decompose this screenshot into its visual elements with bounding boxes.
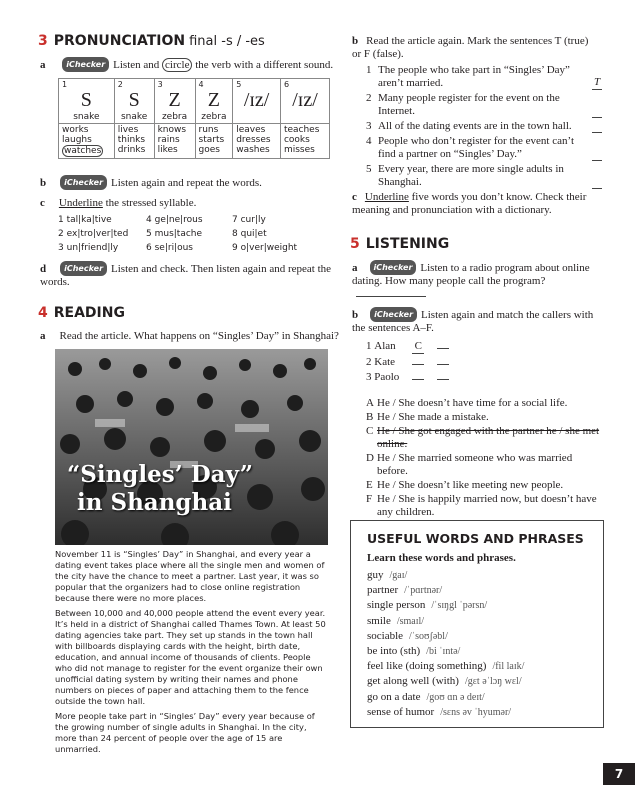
exercise-label: b: [352, 309, 359, 321]
item-number: 5: [366, 163, 372, 175]
photo-title-line: “Singles’ Day”: [67, 461, 253, 488]
vocab-phonetic: /fil laɪk/: [492, 661, 525, 673]
section-5-number: 5: [350, 236, 360, 252]
answer-field[interactable]: [437, 369, 449, 380]
vocab-word: feel like (doing something): [367, 660, 487, 673]
vocab-word: smile: [367, 614, 391, 627]
exercise-3d: [40, 261, 335, 289]
exercise-label: b: [352, 35, 359, 47]
vocab-word: go on a date: [367, 690, 421, 703]
sentence-item: [366, 479, 602, 492]
sentence-letter: A: [366, 397, 374, 409]
instruction-text: Read the article. What happens on “Singles’ Day” in Shanghai?: [59, 330, 339, 342]
answer-field[interactable]: [592, 177, 602, 189]
exercise-3c: [40, 197, 196, 210]
exercise-label: a: [40, 330, 46, 342]
tf-item: [366, 163, 602, 189]
vocab-item: [367, 659, 603, 674]
vocab-word: sociable: [367, 629, 404, 642]
underline-word: Underline: [364, 191, 409, 203]
tf-list: [366, 64, 602, 191]
vocab-phonetic: /ˈsoʊʃəbl/: [409, 630, 448, 642]
item-word: qui|et: [240, 229, 267, 239]
word-cell: [59, 124, 115, 159]
zebra-icon: zebra: [161, 112, 188, 122]
sentence-item: [366, 452, 602, 478]
item-number: 5: [146, 229, 152, 239]
vocab-word: get along well (with): [367, 675, 459, 688]
item-text: The people who take part in “Singles’ Day” aren’t married.: [378, 64, 570, 89]
useful-words-intro: Learn these words and phrases.: [367, 552, 516, 564]
section-3-subtitle: final -s / -es: [189, 34, 265, 49]
sentences-list: [366, 397, 602, 520]
item-text: Many people register for the event on the Internet.: [378, 92, 560, 117]
instruction-text: the verb with a different sound.: [192, 59, 334, 71]
photo-title-line: in Shanghai: [77, 489, 232, 516]
caller-name: Alan: [374, 340, 396, 352]
exercise-label: a: [40, 59, 46, 71]
word: knows: [157, 125, 187, 135]
sound-symbol: /ɪz/: [292, 89, 318, 111]
word: leaves: [236, 125, 266, 135]
sound-number: 5: [236, 80, 242, 89]
word: lives: [117, 125, 139, 135]
item-text: Every year, there are more single adults in Shanghai.: [378, 163, 564, 188]
item-number: 9: [232, 243, 238, 253]
tf-item: [366, 135, 602, 161]
item-number: 2: [366, 356, 372, 368]
sentence-text: He / She is happily married now, but doesn’t have any children.: [377, 493, 597, 518]
word: misses: [283, 145, 315, 155]
item-number: 6: [146, 243, 152, 253]
item-number: 7: [232, 215, 238, 225]
item-number: 1: [366, 64, 372, 76]
exercise-5a: [352, 260, 602, 301]
article-paragraph: November 11 is “Singles’ Day” in Shanghai, and every year a dating event takes place where all the single men and women of the city have the chance to meet a partner. Last year, it was so popular that the organizers had to close online registration because there were no more places.: [55, 549, 325, 603]
sound-cell: [280, 79, 329, 124]
item-number: 4: [146, 215, 152, 225]
stress-item: [58, 241, 118, 255]
answer-field[interactable]: C: [412, 339, 424, 354]
exercise-3a: [40, 57, 340, 72]
useful-words-box: [350, 520, 604, 728]
sentence-letter: F: [366, 493, 373, 505]
item-number: 3: [366, 120, 372, 132]
exercise-4b: [352, 35, 600, 61]
sentence-item: [366, 493, 602, 519]
snake-icon: snake: [120, 112, 148, 122]
sound-cell: [154, 79, 195, 124]
answer-field[interactable]: T: [593, 76, 601, 88]
instruction-text: Listen again and repeat the words.: [111, 177, 262, 189]
zebra-icon: zebra: [201, 112, 227, 122]
section-3-heading: [38, 33, 265, 49]
exercise-4c: [352, 191, 602, 217]
answer-field[interactable]: [412, 354, 424, 365]
vocab-word: sense of humor: [367, 705, 435, 718]
word-cell: [280, 124, 329, 159]
circled-word: circle: [162, 58, 192, 72]
caller-name: Paolo: [374, 371, 400, 383]
instruction-text: Listen and: [113, 59, 163, 71]
stress-item: [232, 227, 267, 241]
answer-field[interactable]: [412, 369, 424, 380]
vocab-phonetic: /ˈpɑrtnər/: [404, 585, 443, 597]
item-word: cur|ly: [240, 215, 266, 225]
section-3-title: PRONUNCIATION: [53, 33, 186, 49]
item-number: 1: [366, 340, 372, 352]
instruction-text: five words you don’t know. Check their meaning and pronunciation with a dictionary.: [352, 191, 587, 216]
exercise-5b: [352, 307, 602, 335]
stress-item: [146, 227, 202, 241]
word: likes: [157, 145, 178, 155]
sound-cell: [114, 79, 154, 124]
tf-item: [366, 92, 602, 118]
sound-symbol: Z: [207, 89, 220, 111]
vocab-item: [367, 644, 603, 659]
sound-number: 4: [198, 80, 204, 89]
instruction-text: the stressed syllable.: [102, 197, 197, 209]
sentence-text: He / She doesn’t have time for a social life.: [377, 397, 568, 409]
sound-cell: [195, 79, 233, 124]
word: laughs: [62, 135, 92, 145]
item-word: ge|ne|rous: [154, 215, 203, 225]
useful-words-list: [367, 568, 603, 720]
vocab-word: partner: [367, 584, 399, 597]
item-word: tal|ka|tive: [66, 215, 112, 225]
sentence-text: He / She married someone who was married before.: [377, 452, 573, 477]
vocab-item: [367, 705, 603, 720]
word: drinks: [117, 145, 146, 155]
instruction-text: Listen again and match the callers with the sentences A–F.: [352, 309, 594, 334]
vocab-word: single person: [367, 599, 426, 612]
sentence-text: He / She got engaged with the partner he / she met online.: [377, 425, 600, 450]
vocab-word: guy: [367, 569, 384, 581]
article-paragraph: Between 10,000 and 40,000 people attend the event every year. It’s held in a district of Shanghai called Thames Town. At least 50 dating agencies take part. They set up stands in the town hall with billboards displaying cards with the height, birth date, education, and annual income of thousands of clients. People who did not manage to register for the event organize their own unofficial dating system by writing their names and phone numbers on pieces of paper and attaching them to the fence outside the town hall.: [55, 608, 326, 706]
sound-symbol: Z: [168, 89, 181, 111]
exercise-label: a: [352, 262, 358, 274]
exercise-label: d: [40, 263, 47, 275]
sentence-text: He / She doesn’t like meeting new people.: [377, 479, 564, 491]
tf-item: [366, 120, 602, 133]
sentence-letter: C: [366, 425, 374, 437]
word: goes: [198, 145, 220, 155]
word: runs: [198, 125, 219, 135]
sentence-item-crossed: [366, 425, 602, 451]
exercise-label: c: [40, 197, 45, 209]
exercise-label: b: [40, 177, 47, 189]
underline-word: Underline: [58, 197, 103, 209]
instruction-text: Listen to a radio program about online dating. How many people call the program?: [352, 262, 590, 287]
photo-title: [67, 461, 253, 517]
word-cell: [114, 124, 154, 159]
answer-field[interactable]: [356, 296, 426, 297]
item-number: 2: [366, 92, 372, 104]
sound-number: 2: [117, 80, 123, 89]
ichecker-icon: iChecker: [60, 175, 107, 190]
stress-item: [146, 241, 193, 255]
ichecker-icon: iChecker: [370, 260, 417, 275]
sentence-item: [366, 397, 602, 410]
vocab-item: [367, 583, 603, 598]
vocab-phonetic: /sɛns əv ˈhyumər/: [440, 706, 512, 718]
article-paragraph: More people take part in “Singles’ Day” every year because of the growing number of single adults in Shanghai. In the city, more than 24 percent of people over the age of 15 are unmarried.: [55, 711, 315, 754]
caller-row: [366, 354, 516, 369]
sound-symbol: S: [80, 89, 92, 111]
snake-icon: snake: [73, 112, 100, 122]
vocab-item: [367, 568, 603, 583]
word: washes: [236, 145, 270, 155]
caller-row: [366, 369, 516, 384]
stress-item: [146, 213, 203, 227]
section-4-title: READING: [53, 305, 125, 321]
exercise-4a: [40, 330, 339, 343]
word: rains: [157, 135, 180, 145]
sentence-item: [366, 411, 602, 424]
word-cell: [154, 124, 195, 159]
ichecker-icon: iChecker: [370, 307, 417, 322]
circled-word: watches: [64, 146, 102, 156]
vocab-item: [367, 598, 603, 613]
caller-name: Kate: [374, 356, 396, 368]
crowd-photo: [55, 349, 328, 545]
answer-field[interactable]: [592, 149, 602, 161]
sound-number: 6: [283, 80, 290, 89]
section-3-number: 3: [38, 33, 48, 49]
word: thinks: [117, 135, 146, 145]
item-number: 4: [366, 135, 372, 147]
tf-item: [366, 64, 602, 90]
sentence-letter: D: [366, 452, 374, 464]
vocab-item: [367, 674, 603, 689]
item-word: mus|tache: [154, 229, 203, 239]
answer-field[interactable]: [592, 121, 602, 133]
ichecker-icon: iChecker: [60, 261, 107, 276]
sound-number: 3: [157, 80, 163, 89]
item-number: 8: [232, 229, 238, 239]
word: dresses: [236, 135, 271, 145]
sound-cell: [233, 79, 281, 124]
vocab-word: be into (sth): [367, 645, 421, 658]
word-cell: [195, 124, 233, 159]
item-number: 3: [58, 243, 64, 253]
word: starts: [198, 135, 225, 145]
exercise-3b: [40, 175, 262, 190]
instruction-text: Listen and check. Then listen again and repeat the words.: [40, 263, 332, 288]
sentence-text: He / She made a mistake.: [377, 411, 489, 423]
word: teaches: [283, 125, 320, 135]
section-5-title: LISTENING: [365, 236, 450, 252]
item-word: se|ri|ous: [154, 243, 193, 253]
stress-item: [58, 213, 112, 227]
ichecker-icon: iChecker: [62, 57, 109, 72]
article-text: [55, 549, 328, 755]
vocab-phonetic: /goʊ ɑn ə deɪt/: [426, 691, 485, 703]
exercise-label: c: [352, 191, 357, 203]
vocab-phonetic: /smaɪl/: [396, 615, 425, 627]
sound-symbol: /ɪz/: [243, 89, 270, 111]
answer-field[interactable]: [592, 106, 602, 118]
vocab-phonetic: /gaɪ/: [389, 570, 408, 581]
page-number: 7: [603, 763, 635, 785]
sounds-table: [58, 78, 330, 159]
caller-row: [366, 338, 516, 354]
sentence-letter: B: [366, 411, 374, 423]
callers-list: [366, 338, 516, 384]
item-text: All of the dating events are in the town hall.: [378, 120, 572, 132]
instruction-text: Read the article again. Mark the sentences T (true) or F (false).: [352, 35, 589, 60]
word: cooks: [283, 135, 310, 145]
item-word: o|ver|weight: [240, 243, 298, 253]
item-number: 3: [366, 371, 372, 383]
item-text: People who don’t register for the event can’t find a partner on “Singles’ Day.”: [378, 135, 575, 160]
item-word: ex|tro|ver|ted: [66, 229, 129, 239]
item-number: 2: [58, 229, 64, 239]
word: works: [62, 125, 89, 135]
stress-item: [232, 241, 297, 255]
sound-number: 1: [62, 80, 68, 89]
stress-item: [232, 213, 266, 227]
section-4-heading: [38, 305, 125, 321]
vocab-item: [367, 629, 603, 644]
vocab-phonetic: /bi ˈɪntə/: [426, 646, 461, 658]
answer-field[interactable]: [437, 354, 449, 365]
stress-item: [58, 227, 128, 241]
vocab-item: [367, 614, 603, 629]
sentence-letter: E: [366, 479, 373, 491]
vocab-item: [367, 690, 603, 705]
useful-words-title: USEFUL WORDS AND PHRASES: [367, 531, 584, 546]
item-number: 1: [58, 215, 64, 225]
answer-field[interactable]: [437, 338, 449, 349]
sound-symbol: S: [128, 89, 140, 111]
section-5-heading: [350, 236, 449, 252]
vocab-phonetic: /gɛt əˈlɔŋ wɛl/: [464, 676, 522, 688]
sound-cell: [59, 79, 115, 124]
vocab-phonetic: /ˈsɪŋgl ˈpərsn/: [431, 600, 488, 612]
section-4-number: 4: [38, 305, 48, 321]
word-cell: [233, 124, 281, 159]
item-word: un|friend|ly: [66, 243, 119, 253]
